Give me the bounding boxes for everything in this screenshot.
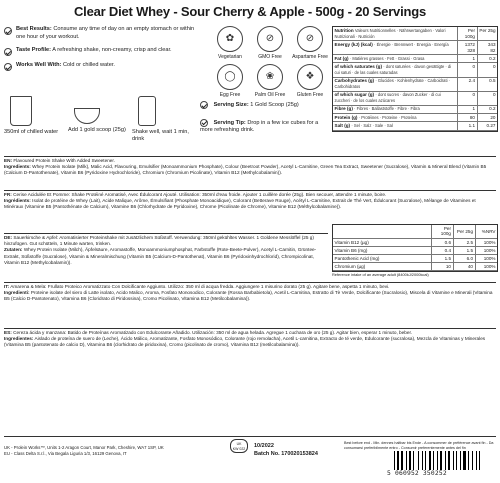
barcode-bar [422, 451, 423, 470]
ingredients-label: Ingredients: [4, 164, 31, 170]
nutrient-label: Salt (g) [334, 123, 351, 129]
barcode-bar [466, 451, 467, 470]
nutrient-per25: 0.2 [477, 55, 497, 63]
barcode-bar [418, 451, 419, 470]
barcode-bar [427, 451, 428, 470]
vitamin-row-b12 [333, 238, 497, 246]
barcode-bar [435, 451, 436, 470]
language-description: Sauerkirsche & Apfel: Aromatisierter Proteinshake mit zusätzlichem Süßstoff. Verwendung: 350ml gekühltes Wasser. 1 Goldene Messlöffel (25 g) hinzufügen. Gut schütteln, 1 Minute warten, trinken. [4, 235, 314, 247]
barcode-bar [476, 451, 477, 470]
benefit-taste-profile [4, 47, 204, 56]
check-icon [4, 27, 12, 35]
barcode-bar [425, 451, 426, 470]
barcode-bar [396, 451, 397, 470]
benefit-text: Cold or chilled water. [63, 62, 115, 69]
ingredients-text: Aislado de proteína de suero de (Leche), Ácido Málico, Aromatizante, Fosfato Monosódico, Colorante (rojo remolacha), Acetil L-carnitina, Extracto de té verde, Edulcorante (sucralosa), Mezcla de Vitaminas y Minerales (Vitamina B5 (pantotenato de calcio D), Vitamina B6 (clorhidrato de piridoxina), Cromo (picolinato de cromo), Vitamina B12 (metilcobalamina)). [4, 336, 486, 348]
check-icon [200, 101, 208, 109]
nutrient-label: Protein (g) [334, 114, 358, 120]
vitamins-header-blank [333, 225, 431, 238]
nutrition-header-label: Nutrition [334, 27, 354, 33]
ingredients-label: Ingredienti: [4, 290, 30, 296]
language-code: EN: [4, 158, 13, 163]
check-icon [4, 48, 12, 56]
language-description: Amarena & Mela: Frullato Proteico Aromatizzato Con Dolcificante Aggiunto. Utilizzo: 350 ml di acqua fredda. Aggiungere 1 misurino dorato (25 g). Agitare bene, aspetta 1 minuto, bevi. [10, 284, 390, 289]
nutrition-row-fat [333, 55, 497, 63]
address-eu: EU - Class Delta S.r.l., Via Begala Liguria 1/3, 16129 Genova, IT [4, 451, 127, 457]
nutrient-per100: 0 [457, 63, 477, 77]
vitamin-nrv: 100% [475, 255, 497, 263]
prep-step-text: Shake well, wait 1 min, drink [132, 129, 189, 143]
language-block-en [4, 156, 496, 177]
benefit-label: Best Results: [16, 26, 52, 32]
serving-info [200, 100, 332, 143]
product-title: Clear Diet Whey - Sour Cherry & Apple - 500g - 20 Servings [73, 4, 427, 19]
best-before-text: Best before end - Min. dennes haltbar bis Ende - A consommer de préférence avant fin - Da consumarsi preferibilmente entro - Consumir preferentemente antes del fin [344, 441, 494, 450]
barcode-bar [409, 451, 410, 470]
barcode-digits: 5 060952 350252 [387, 470, 447, 477]
diet-badge-aspartame-free [290, 26, 330, 60]
benefit-text: Consume any time of day on an empty stomach or within one hour of your workout. [16, 26, 195, 40]
prep-step-water [4, 96, 62, 136]
vitamin-nrv: 100% [475, 246, 497, 254]
barcode-bar [399, 451, 400, 470]
diet-badge-gmo-free [250, 26, 290, 60]
nutrition-row-protein [333, 113, 497, 121]
ingredients-text: Proteine isolate del siero di Latte isolato, Acido Malico, Aroma, Fosfato Monosodico, Colorante (Rossa Barbabietola), Acetil L-Carnitina, Estratto di Tè Verde, Dolcificante (Sucralosio), Miscela di Vitamine e Minerali (Vitamina B5 (Calcio D-Pantotenato), Vitamina B6 (Cloridrato di Piridossina), Cromo Picolinato, Vitamina B12 (Metilcobalamina)). [4, 290, 493, 302]
nutrient-label: of which saturates (g) [334, 64, 382, 70]
nutrition-row-saturates [333, 63, 497, 77]
diet-badge-egg-free [210, 64, 250, 98]
vitamin-per100: 10 [431, 263, 453, 271]
serving-tip-label: Serving Tip: [213, 119, 246, 126]
prep-step-scoop [68, 96, 126, 134]
ingredients-label: Ingredientes: [4, 336, 34, 342]
diet-badge-label: Gluten Free [296, 92, 324, 99]
barcode-bar [479, 451, 480, 470]
vitamin-per25: 6.0 [453, 255, 475, 263]
barcode-bar [448, 451, 450, 470]
barcode-bar [406, 451, 407, 470]
batch-info [254, 443, 318, 458]
barcode-bar [394, 451, 395, 470]
ingredients-text: Whey Protein Isolate (Milch), Äpfelsäure, Aromastoffe, Monoammoniumphosphat, Farbstoffe (Rote-Beete-Pulver), Acetyl L-Carnitin, Grüntee-Extrakt, Süßstoffe (Sucralose), Vitamin & Mineralmischung (Vitamin B5 (Calcium-D-Pantothenat), Vitamin B6 (Pyridoxinhydrochlorid), Chrompicolinat, Vitamin B12 (Methylcobalamin)). [4, 247, 317, 265]
nutrition-row-salt [333, 122, 497, 130]
barcode-bar [415, 451, 417, 470]
vitamin-nrv: 100% [475, 238, 497, 246]
prep-step-shake [132, 96, 190, 144]
leaf-icon: ✿ [217, 26, 243, 52]
preparation-steps [4, 96, 334, 152]
language-code: IT: [4, 284, 10, 289]
language-block-fr [4, 190, 496, 211]
nutrition-table [332, 26, 498, 132]
language-code: FR: [4, 192, 12, 197]
nutrient-label: Fibre (g) [334, 106, 353, 112]
nutrition-row-sugar [333, 91, 497, 105]
barcode-bar [445, 451, 446, 470]
barcode-bar [468, 451, 469, 470]
nutrient-per100: 0 [457, 91, 477, 105]
benefit-text: A refreshing shake, non-creamy, crisp and clear. [52, 47, 172, 54]
nutrient-per100: 1 [457, 55, 477, 63]
palm-oil-free-icon: ❀ [257, 64, 283, 90]
language-description: Cerise Acidulée Et Pomme: Shake Protéiné Aromatisé, Avec Édulcorant Ajouté. Utilisation: 350ml d'eau froide. Ajouter 1 cuillère dorée (25g). Bien secouer, attendre 1 minute, boire. [13, 192, 387, 197]
barcode-bar [446, 451, 447, 470]
diet-badge-label: GMO Free [258, 54, 282, 60]
serving-tip-value: Drop in a few ice cubes for a more refreshing drink. [200, 119, 319, 134]
nutrition-row-fibre [333, 105, 497, 113]
nutrient-sub: · Sel · Salz · Sale · Sal [351, 123, 393, 129]
barcode-bar [451, 451, 452, 470]
nutrient-per25: 20 [477, 113, 497, 121]
ingredients-label: Zutaten: [4, 247, 23, 253]
barcode-bar [407, 451, 408, 470]
vitamins-col-per25: Per 25g [453, 225, 475, 238]
vitamins-reference-note: Reference intake of an average adult (8400kJ/2000kcal) [332, 272, 429, 277]
barcode-bar [454, 451, 455, 470]
serving-tip [200, 118, 332, 135]
prep-step-text: 350ml of chilled water [4, 129, 59, 135]
vitamin-per100: 1.5 [431, 255, 453, 263]
nutrient-label: Energy (kJ) (kcal) [334, 41, 373, 47]
diet-badge-palm-oil-free [250, 64, 290, 98]
benefit-works-well-with [4, 62, 204, 71]
vitamin-per25: 1.5 [453, 246, 475, 254]
check-icon [4, 63, 12, 71]
nutrition-row-energy [333, 41, 497, 55]
nutrition-header-sub: Valeurs Nutritionnelles · Nährwertangaben · Valori Nutrizionali · Nutrición [334, 27, 446, 39]
nutrition-row-carbohydrates [333, 77, 497, 91]
nutrient-per25: 0.27 [477, 122, 497, 130]
barcode-bar [413, 451, 414, 470]
language-description: Flavoured Protein Shake With Added Sweetener. [13, 158, 116, 163]
batch-number: Batch No. 170020153824 [254, 450, 318, 457]
check-icon [200, 119, 208, 127]
nutrient-sub: · dont sucres · davon Zucker · di cui zuccheri · de los cuales azúcares [334, 92, 441, 104]
address-uk: UK - Prolein Works™, Units 1-2 Aragon Court, Manor Park, Cheshire, WA7 1SP, UK [4, 445, 164, 450]
barcode-bars [394, 451, 483, 470]
gluten-free-icon: ❖ [297, 64, 323, 90]
barcode-bar [423, 451, 424, 470]
serving-size [200, 100, 332, 110]
vitamin-row-chromium [333, 263, 497, 271]
barcode-bar [432, 451, 433, 470]
barcode-bar [480, 451, 481, 470]
nutrient-sub: · dont saturées · davon gesättigte · di cui saturi · de las cuales saturadas [334, 64, 452, 75]
barcode-bar [437, 451, 438, 470]
nutrient-per100: 80 [457, 113, 477, 121]
health-mark-logo: UK KW 022 [230, 439, 248, 453]
nutrient-per25: 0 [477, 63, 497, 77]
vitamins-col-per100: Per 100g [431, 225, 453, 238]
nutrition-col-per25: Per 25g [477, 27, 497, 41]
nutrient-per100: 1372 328 [457, 41, 477, 55]
vitamin-label: Vitamin B12 (µg) [333, 238, 431, 246]
nutrient-sub: · Énergie · Brennwert · Energia · Energía [374, 41, 449, 47]
barcode-bar [419, 451, 420, 470]
barcode-bar [462, 451, 463, 470]
benefit-label: Taste Profile: [16, 47, 52, 54]
vitamin-row-pantothenic [333, 255, 497, 263]
benefit-best-results [4, 26, 204, 41]
barcode-bar [472, 451, 473, 470]
ingredients-text: Isolat de protéine de Whey (Lait), Acide Malique, Arôme, Émulsifiant (Phosphate Monoacidique), Colorant (Betterave Rouge), Acétyl L-Carnitine, Extrait de Thé Vert, Édulcorant (Sucralose), Mélange de Vitamines et Minéraux (Vitamine B5 (Pantothénate de Calcium), Vitamine B6 (Chlorhydrate de Pyridoxine), Chrome (Picolinate de Chrome), Vitamine B12 (Méthylcobalamine)). [4, 198, 476, 210]
barcode [387, 451, 495, 477]
language-description: Cereza ácida y manzana: Batido de Proteínas Aromatizado con Edulcorante Añadido. Utilización: 350 ml de agua helada. Agregue 1 cuchara de oro (25 g). Agitar bien, esperar 1 minuto, beber. [13, 330, 413, 335]
barcode-bar [401, 451, 403, 470]
diet-badge-label: Vegetarian [218, 54, 242, 60]
language-block-de [4, 233, 328, 266]
barcode-bar [477, 451, 478, 470]
production-date: 10/2022 [254, 443, 274, 449]
language-code: ES: [4, 330, 12, 335]
scoop-icon [74, 108, 100, 124]
shaker-icon [138, 96, 156, 126]
barcode-bar [397, 451, 398, 470]
nutrient-sub: · Fibres · Ballaststoffe · Fibre · Fibra [354, 106, 420, 112]
nutrient-sub: · Protéines · Proteine · Proteína [358, 114, 417, 120]
benefit-label: Works Well With: [16, 62, 62, 69]
nutrient-label: of which sugar (g) [334, 92, 375, 98]
barcode-bar [412, 451, 413, 470]
aspartame-free-icon: ⊘ [297, 26, 323, 52]
language-code: DE: [4, 235, 13, 240]
vitamin-label: Vitamin B6 (mg) [333, 246, 431, 254]
barcode-bar [460, 451, 461, 470]
barcode-bar [443, 451, 444, 470]
prep-step-text: Add 1 gold scoop (25g) [68, 127, 126, 133]
vitamin-nrv: 100% [475, 263, 497, 271]
serving-size-value: 1 Gold Scoop (25g) [250, 101, 299, 108]
gmo-free-icon: ⊘ [257, 26, 283, 52]
nutrient-per25: 343 82 [477, 41, 497, 55]
ingredients-text: Whey Protein Isolate (Milk), Malic Acid, Flavouring, Emulsifier (Monoammonium Phosphate), Colour (Beetroot Powder), Acetyl L-Carnitine, Green Tea Extract, Sweetener (Sucralose), Vitamin & Mineral Blend (Vitamin B5 (Calcium D-Pantothenate), Vitamin B6 (Pyridoxine Hydrochloride), Chromium (Chromium Picolinate), Vitamin B12 (Methylcobalamin)). [4, 164, 487, 176]
nutrient-sub: · Matières grasses · Fett · Grassi · Grasa [349, 55, 425, 61]
barcode-bar [456, 451, 457, 470]
diet-icons [210, 26, 330, 99]
glass-icon [10, 96, 32, 126]
nutrition-header [333, 27, 457, 41]
egg-free-icon: ◯ [217, 64, 243, 90]
diet-badge-gluten-free [290, 64, 330, 98]
vitamin-per100: 0.4 [431, 246, 453, 254]
barcode-bar [404, 451, 405, 470]
diet-badge-label: Egg Free [219, 92, 241, 99]
vitamins-col-nrv: %NRV [475, 225, 497, 238]
barcode-bar [453, 451, 454, 470]
barcode-bar [470, 451, 471, 470]
nutrient-per100: 2.4 [457, 77, 477, 91]
nutrient-per100: 1 [457, 105, 477, 113]
vitamin-per25: 2.5 [453, 238, 475, 246]
barcode-bar [429, 451, 431, 470]
benefits-list [4, 26, 204, 77]
vitamin-label: Pantothenic Acid (mg) [333, 255, 431, 263]
company-addresses [4, 445, 234, 457]
ingredients-label: Ingrédients: [4, 198, 31, 204]
nutrient-per25: 0 [477, 91, 497, 105]
barcode-bar [473, 451, 474, 470]
nutrient-per25: 0.2 [477, 105, 497, 113]
diet-badge-vegetarian [210, 26, 250, 60]
nutrient-sub: · Glucides · Kohlenhydrate · Carboidrati · Carbohidratos [334, 78, 450, 90]
nutrient-label: Fat (g) [334, 55, 349, 61]
barcode-bar [439, 451, 440, 470]
vitamins-table [332, 224, 498, 272]
vitamin-row-b6 [333, 246, 497, 254]
vitamin-per25: 40 [453, 263, 475, 271]
diet-badge-label: Aspartame Free [292, 54, 328, 60]
barcode-bar [458, 451, 459, 470]
nutrient-per25: 0.5 [477, 77, 497, 91]
barcode-bar [440, 451, 441, 470]
footer [4, 436, 496, 477]
vitamin-per100: 0.6 [431, 238, 453, 246]
language-block-it [4, 282, 496, 303]
vitamin-label: Chromium (µg) [333, 263, 431, 271]
nutrition-col-per100: Per 100g [457, 27, 477, 41]
nutrient-label: Carbohydrates (g) [334, 78, 375, 84]
barcode-bar [463, 451, 465, 470]
nutrient-per100: 1.1 [457, 122, 477, 130]
language-block-es [4, 328, 496, 349]
barcode-bar [433, 451, 434, 470]
diet-badge-label: Palm Oil Free [254, 92, 286, 99]
serving-size-label: Serving Size: [213, 101, 249, 108]
